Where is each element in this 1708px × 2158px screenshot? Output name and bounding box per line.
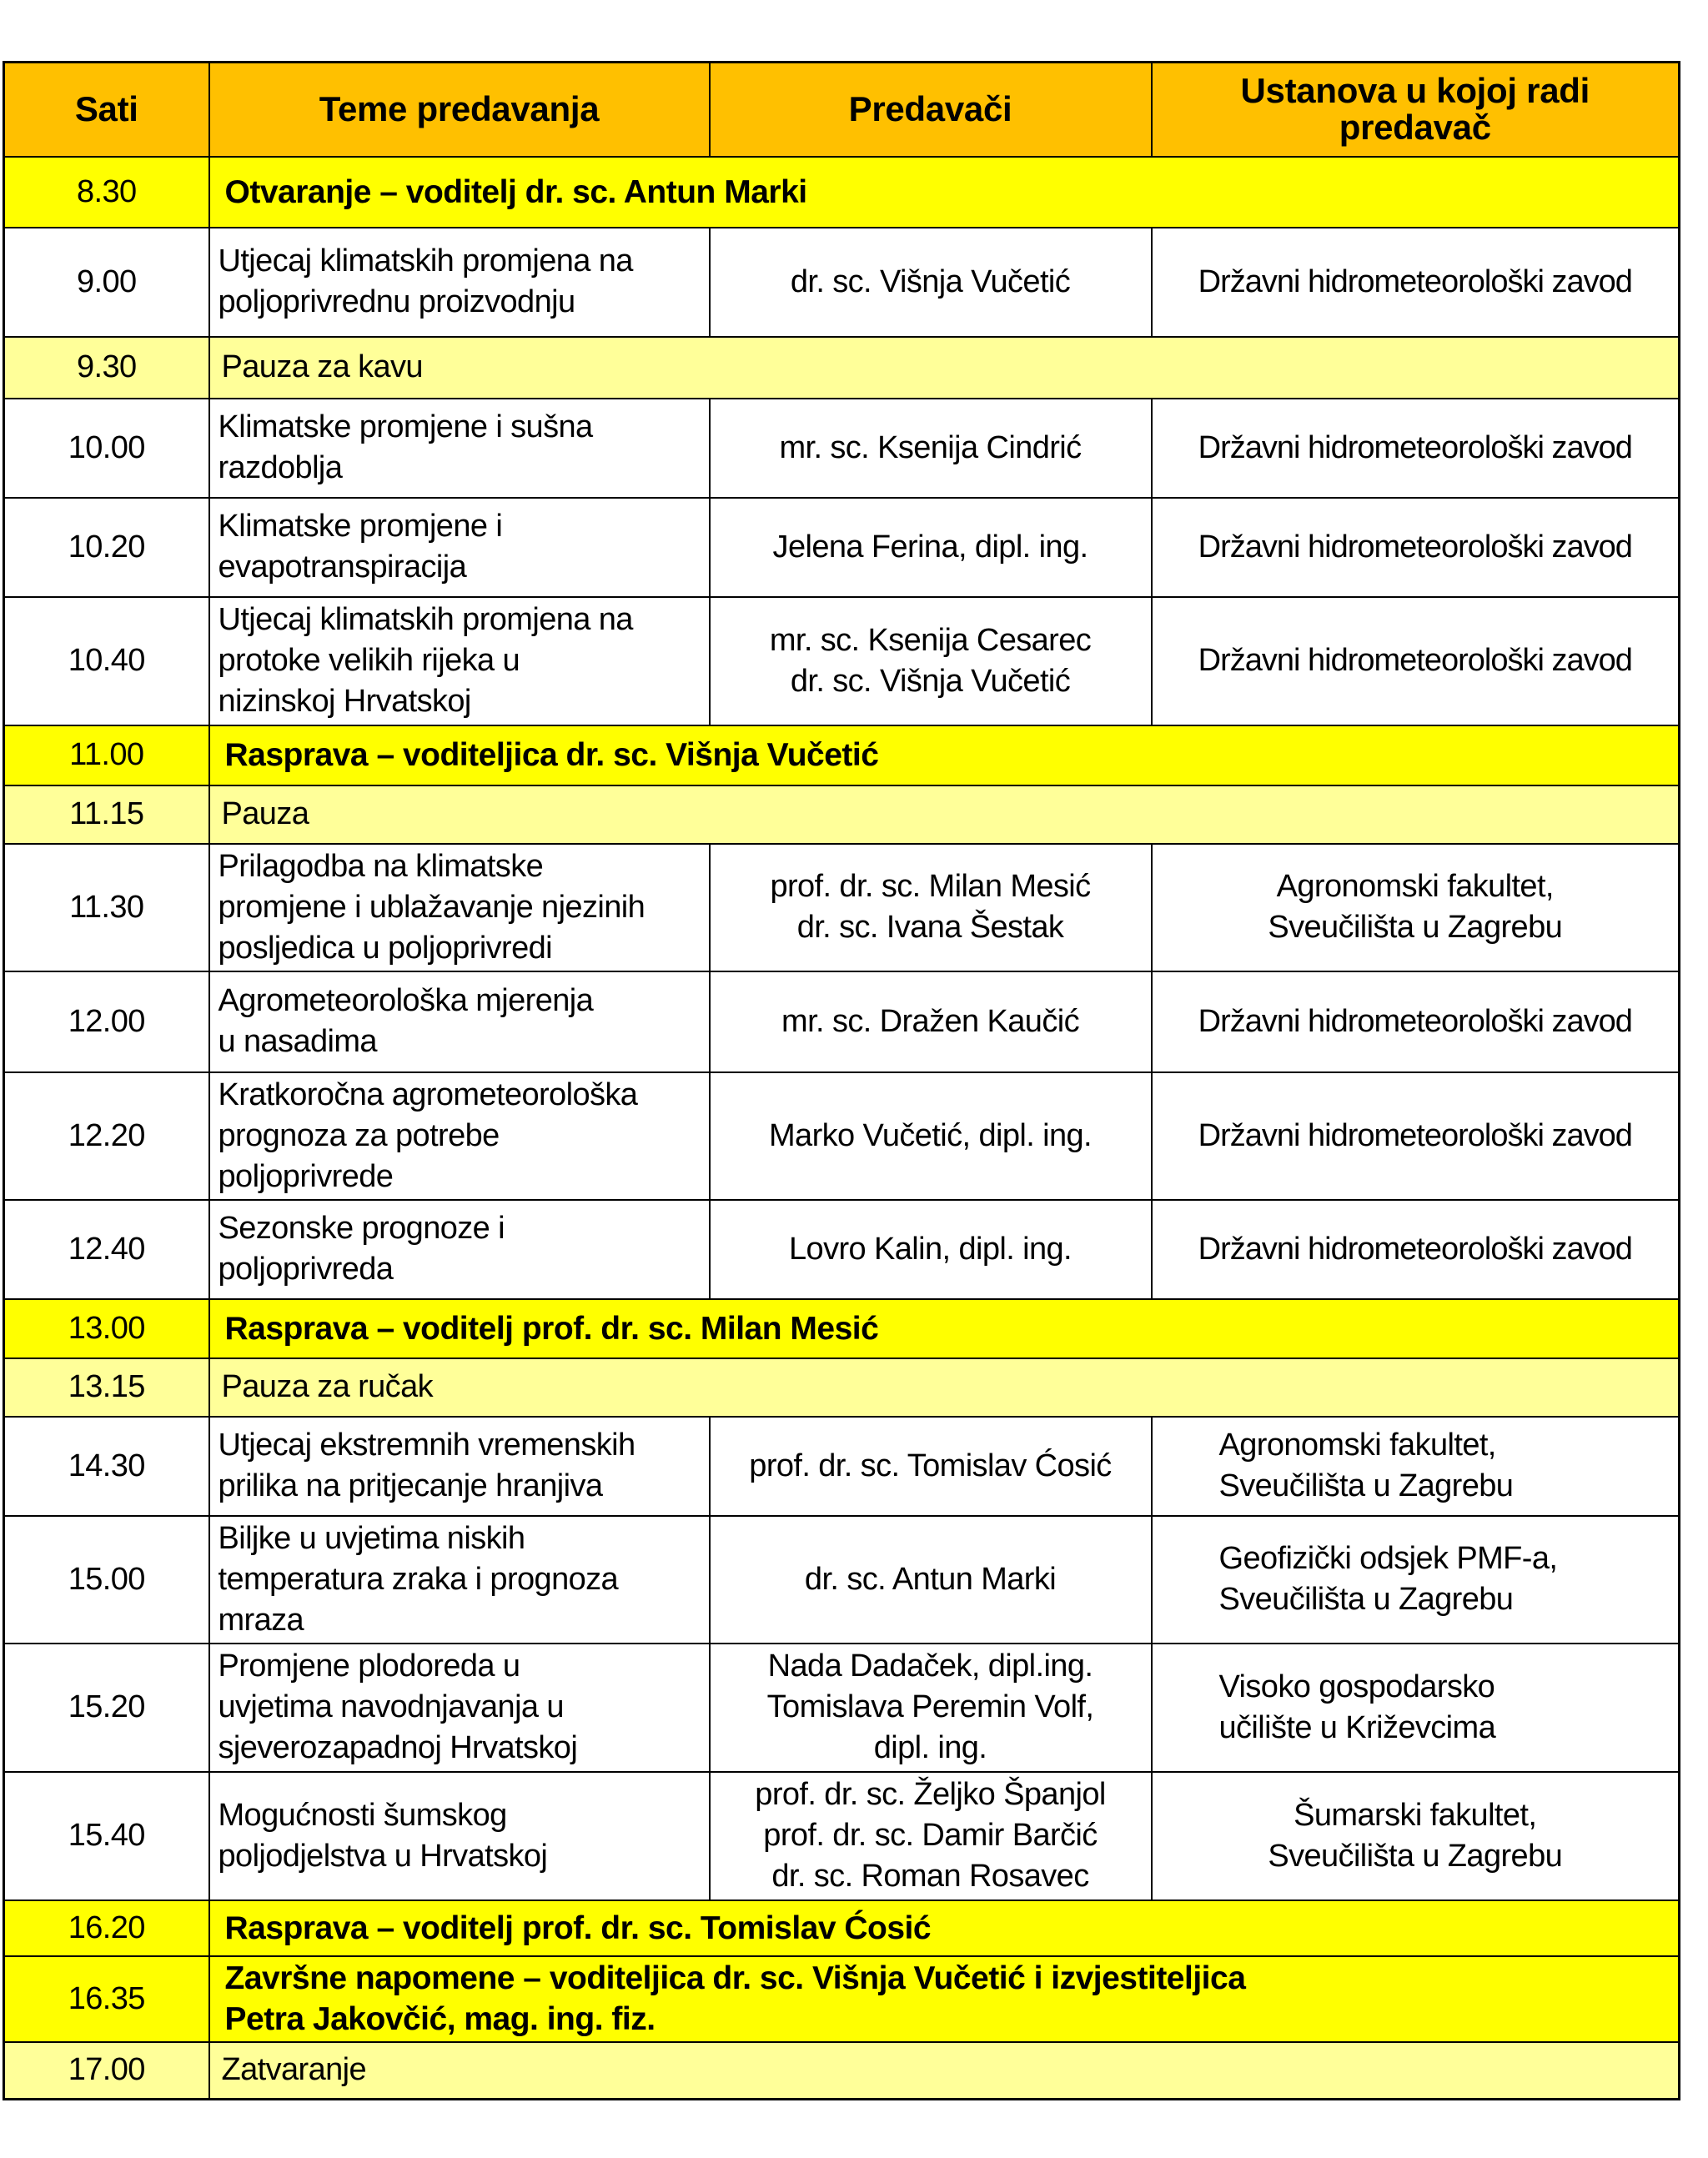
institution-cell [1152,1200,1680,1299]
time-cell: 13.00 [4,1299,209,1358]
text-line: Geofizički odsjek PMF-a, [1218,1541,1558,1576]
text-line: Rasprava – voditelj prof. dr. sc. Tomislav Ćosić [224,1910,932,1946]
session-row [4,157,1680,228]
text-line: učilište u Križevcima [1218,1709,1496,1745]
lecturers-cell [710,1417,1152,1516]
time-cell: 17.00 [4,2042,209,2100]
text-line: Rasprava – voditelj prof. dr. sc. Milan Mesić [224,1310,879,1347]
time-cell: 8.30 [4,157,209,228]
text-line: dr. sc. Višnja Vučetić [790,263,1071,299]
lecturers-cell [710,228,1152,337]
text-line: mraza [218,1602,304,1638]
text-line: poljoprivreda [218,1252,394,1287]
time-cell: 10.20 [4,498,209,597]
session-row [4,1956,1680,2042]
text-line: poljoprivrede [218,1158,394,1194]
text-line: promjene i ublažavanje njezinih [218,889,646,925]
schedule-body [4,157,1680,2100]
time-cell: 16.20 [4,1900,209,1956]
text-line: Državni hidrometeorološki zavod [1198,263,1632,299]
lecturers-cell [710,1200,1152,1299]
session-title [209,1299,1680,1358]
text-line: dr. sc. Višnja Vučetić [790,663,1071,699]
time-cell: 10.40 [4,597,209,725]
text-line: Agronomski fakultet, [1276,869,1554,904]
header-topic: Teme predavanja [209,63,710,157]
institution-cell [1152,1516,1680,1644]
session-row [4,1299,1680,1358]
break-row [4,785,1680,844]
topic-cell [209,399,710,498]
text-line: Državni hidrometeorološki zavod [1198,1003,1632,1039]
lecturers-cell [710,971,1152,1072]
text-line: Klimatske promjene i [218,509,503,544]
text-line: poljoprivrednu proizvodnju [218,284,575,319]
lecture-row [4,1200,1680,1299]
institution-cell [1152,597,1680,725]
lecturers-cell [710,399,1152,498]
text-line: u nasadima [218,1024,377,1059]
topic-cell [209,228,710,337]
topic-cell [209,1200,710,1299]
text-line: Nada Dadaček, dipl.ing. [767,1649,1093,1684]
break-label [209,2042,1680,2100]
time-cell: 12.00 [4,971,209,1072]
institution-cell [1152,399,1680,498]
text-line: posljedica u poljoprivredi [218,930,553,966]
lecturers-cell [710,597,1152,725]
time-cell: 12.20 [4,1072,209,1200]
time-cell: 15.20 [4,1644,209,1772]
text-line: Agronomski fakultet, [1218,1428,1496,1463]
lecture-row [4,1417,1680,1516]
text-line: Otvaranje – voditelj dr. sc. Antun Marki [224,173,807,210]
lecturers-cell [710,498,1152,597]
text-line: mr. sc. Ksenija Cesarec [769,622,1092,658]
text-line: Utjecaj klimatskih promjena na [218,602,633,637]
text-line: prof. dr. sc. Milan Mesić [770,869,1091,904]
lecture-row [4,1772,1680,1900]
institution-cell [1152,1644,1680,1772]
lecturers-cell [710,1072,1152,1200]
institution-cell [1152,1772,1680,1900]
session-row [4,725,1680,785]
program-table [3,61,1680,2100]
time-cell: 11.15 [4,785,209,844]
text-line: prof. dr. sc. Damir Barčić [763,1818,1098,1853]
text-line: Klimatske promjene i sušna [218,409,593,444]
text-line: dr. sc. Roman Rosavec [771,1859,1089,1894]
topic-cell [209,498,710,597]
time-cell: 14.30 [4,1417,209,1516]
session-row [4,1900,1680,1956]
text-line: Državni hidrometeorološki zavod [1198,529,1632,565]
text-line: sjeverozapadnoj Hrvatskoj [218,1730,578,1765]
text-line: Sveučilišta u Zagrebu [1268,1838,1563,1874]
institution-cell [1152,844,1680,971]
time-cell: 9.00 [4,228,209,337]
lecture-row [4,1516,1680,1644]
time-cell: 15.40 [4,1772,209,1900]
text-line: evapotranspiracija [218,550,467,585]
text-line: Utjecaj ekstremnih vremenskih [218,1428,635,1463]
text-line: Završne napomene – voditeljica dr. sc. Višnja Vučetić i izvjestiteljica [224,1960,1246,1996]
time-cell: 9.30 [4,337,209,399]
text-line: prof. dr. sc. Tomislav Ćosić [749,1448,1112,1483]
time-cell: 11.30 [4,844,209,971]
topic-cell [209,1516,710,1644]
header-row [4,63,1680,157]
text-line: Marko Vučetić, dipl. ing. [769,1117,1092,1153]
text-line: prognoza za potrebe [218,1117,500,1153]
session-title [209,1956,1680,2042]
institution-cell [1152,228,1680,337]
text-line: dipl. ing. [873,1730,987,1765]
text-line: Zatvaranje [221,2052,367,2088]
time-cell: 12.40 [4,1200,209,1299]
text-line: dr. sc. Ivana Šestak [796,910,1064,945]
lecturers-cell [710,844,1152,971]
lecture-row [4,1644,1680,1772]
institution-cell [1152,1072,1680,1200]
text-line: Utjecaj klimatskih promjena na [218,243,633,279]
lecture-row [4,228,1680,337]
lecture-row [4,1072,1680,1200]
text-line: Petra Jakovčić, mag. ing. fiz. [224,2001,656,2037]
text-line: Tomislava Peremin Volf, [766,1689,1094,1724]
text-line: Jelena Ferina, dipl. ing. [772,529,1088,565]
text-line: Državni hidrometeorološki zavod [1198,1231,1632,1267]
topic-cell [209,1072,710,1200]
text-line: nizinskoj Hrvatskoj [218,684,471,719]
text-line: Biljke u uvjetima niskih [218,1520,525,1556]
text-line: protoke velikih rijeka u [218,643,520,678]
lecture-row [4,498,1680,597]
topic-cell [209,1772,710,1900]
text-line: Sveučilišta u Zagrebu [1268,910,1563,945]
time-cell: 15.00 [4,1516,209,1644]
time-cell: 11.00 [4,725,209,785]
text-line: razdoblja [218,450,343,485]
text-line: Sveučilišta u Zagrebu [1218,1582,1514,1617]
text-line: Kratkoročna agrometeorološka [218,1076,638,1112]
topic-cell [209,971,710,1072]
text-line: Sveučilišta u Zagrebu [1218,1468,1514,1503]
lecturers-cell [710,1772,1152,1900]
topic-cell [209,597,710,725]
text-line: mr. sc. Dražen Kaučić [781,1003,1079,1039]
institution-cell [1152,1417,1680,1516]
time-cell: 10.00 [4,399,209,498]
text-line: prilika na pritjecanje hranjiva [218,1468,603,1503]
lecture-row [4,399,1680,498]
text-line: Sezonske prognoze i [218,1211,505,1246]
lecturers-cell [710,1516,1152,1644]
break-row [4,337,1680,399]
text-line: Državni hidrometeorološki zavod [1198,643,1632,678]
text-line: Državni hidrometeorološki zavod [1198,429,1632,465]
institution-cell [1152,498,1680,597]
text-line: Mogućnosti šumskog [218,1797,507,1833]
header-time: Sati [4,63,209,157]
institution-cell [1152,971,1680,1072]
time-cell: 16.35 [4,1956,209,2042]
break-label [209,785,1680,844]
text-line: Pauza [221,796,309,831]
text-line: Lovro Kalin, dipl. ing. [789,1231,1072,1267]
topic-cell [209,1644,710,1772]
session-title [209,1900,1680,1956]
text-line: poljodjelstva u Hrvatskoj [218,1838,548,1874]
text-line: Visoko gospodarsko [1218,1669,1495,1704]
lecture-row [4,844,1680,971]
break-label [209,337,1680,399]
text-line: Agrometeorološka mjerenja [218,983,594,1018]
lecture-row [4,971,1680,1072]
break-row [4,2042,1680,2100]
text-line: Šumarski fakultet, [1294,1797,1537,1833]
text-line: Pauza za ručak [221,1369,434,1404]
text-line: Promjene plodoreda u [218,1649,520,1684]
break-label [209,1358,1680,1417]
topic-cell [209,844,710,971]
time-cell: 13.15 [4,1358,209,1417]
lecture-row [4,597,1680,725]
text-line: uvjetima navodnjavanja u [218,1689,564,1724]
text-line: Prilagodba na klimatske [218,848,544,884]
text-line: Državni hidrometeorološki zavod [1198,1117,1632,1153]
text-line: temperatura zraka i prognoza [218,1561,619,1597]
lecturers-cell [710,1644,1152,1772]
break-row [4,1358,1680,1417]
text-line: Pauza za kavu [221,349,423,384]
header-lecturers: Predavači [710,63,1152,157]
topic-cell [209,1417,710,1516]
text-line: dr. sc. Antun Marki [804,1561,1057,1597]
session-title [209,725,1680,785]
text-line: prof. dr. sc. Željko Španjol [755,1777,1106,1812]
text-line: Rasprava – voditeljica dr. sc. Višnja Vučetić [224,737,879,773]
session-title [209,157,1680,228]
text-line: mr. sc. Ksenija Cindrić [779,429,1082,465]
header-institution: Ustanova u kojoj radi predavač [1152,63,1680,157]
